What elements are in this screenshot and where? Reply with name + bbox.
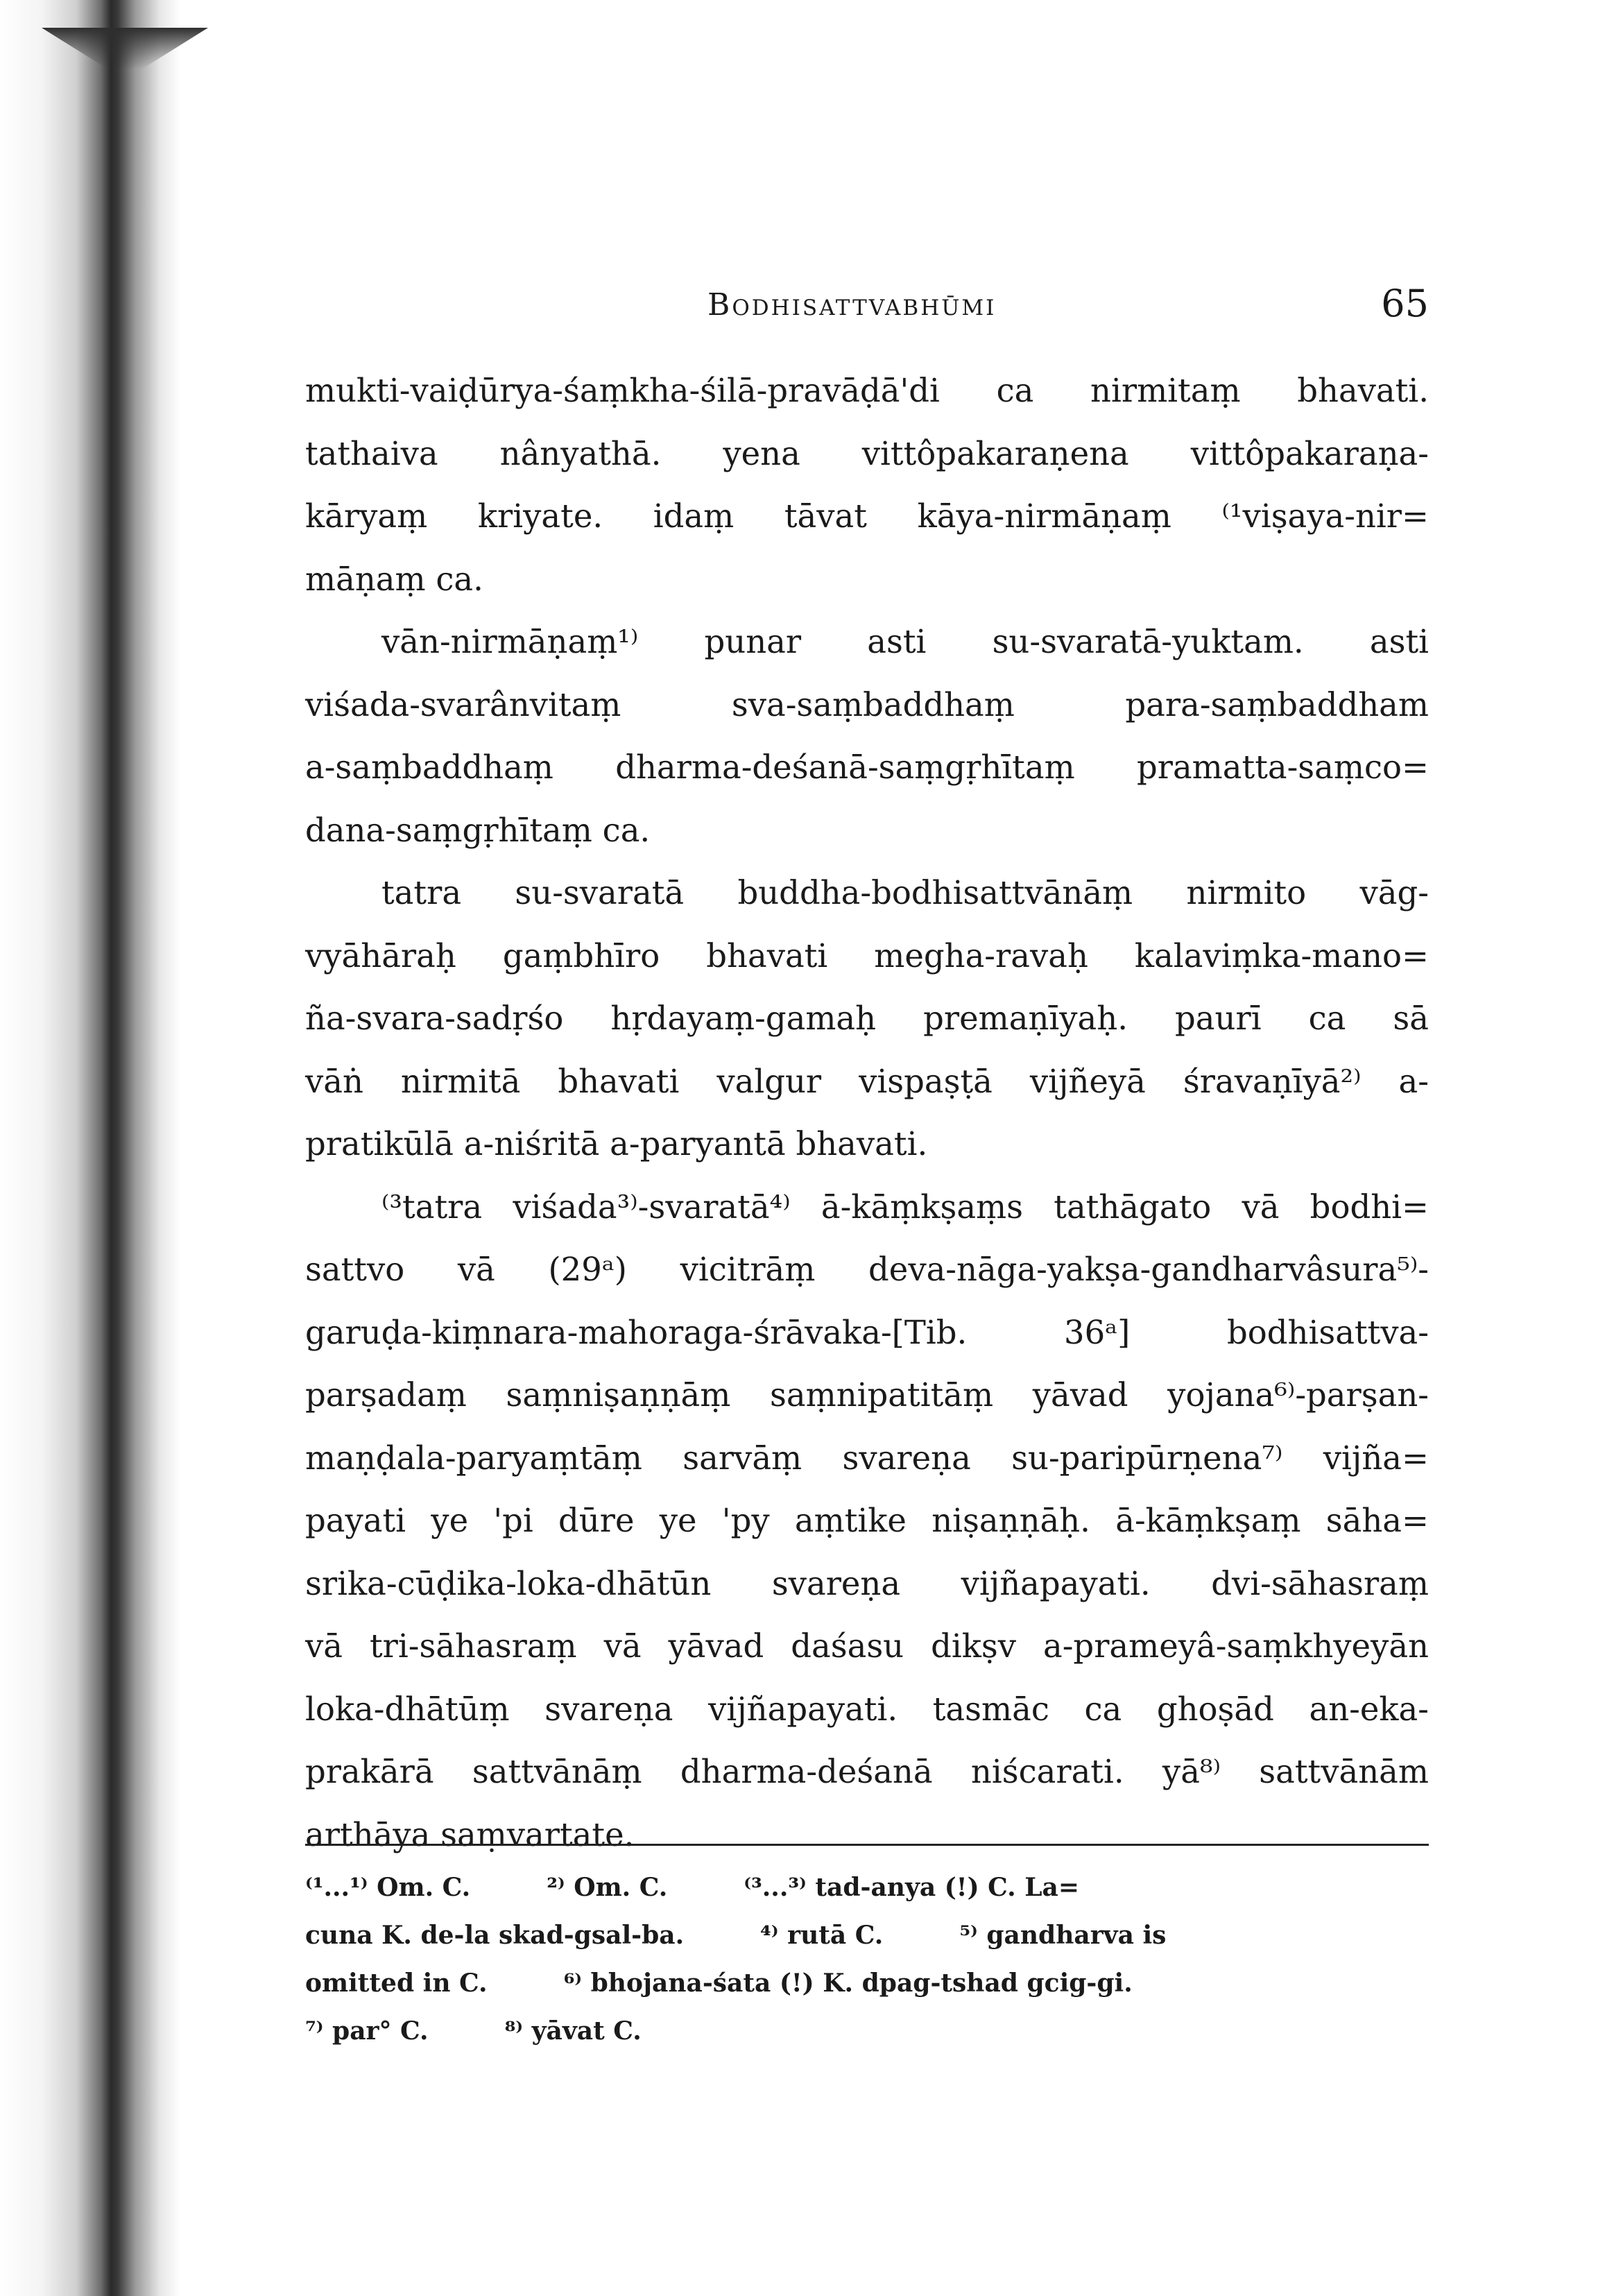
- footnote: ⁶⁾ bhojana-śata (!) K. dpag-tshad gcig-gi.: [563, 1969, 1133, 1998]
- text-line: parṣadaṃ saṃniṣaṇṇāṃ saṃnipatitāṃ yāvad yojana⁶⁾-parṣan-: [305, 1376, 1429, 1414]
- text-line: māṇaṃ ca.: [305, 560, 483, 598]
- text-line: vā tri-sāhasraṃ vā yāvad daśasu dikṣv a-prameyâ-saṃkhyeyān: [305, 1627, 1429, 1665]
- text-line: tatra su-svaratā buddha-bodhisattvānāṃ nirmito vāg-: [381, 874, 1429, 911]
- text-line: maṇḍala-paryaṃtāṃ sarvāṃ svareṇa su-paripūrṇena⁷⁾ vijña=: [305, 1439, 1429, 1477]
- body-text: [305, 359, 1429, 1866]
- text-line: srika-cūḍika-loka-dhātūn svareṇa vijñapayati. dvi-sāhasraṃ: [305, 1564, 1429, 1602]
- text-line: mukti-vaiḍūrya-śaṃkha-śilā-pravāḍā'di ca nirmitaṃ bhavati.: [305, 372, 1429, 409]
- text-line: a-saṃbaddhaṃ dharma-deśanā-saṃgṛhītaṃ pramatta-saṃco=: [305, 748, 1429, 786]
- text-line: garuḍa-kiṃnara-mahoraga-śrāvaka-[Tib. 36ᵃ] bodhisattva-: [305, 1313, 1429, 1351]
- text-line: ⁽³tatra viśada³⁾-svaratā⁴⁾ ā-kāṃkṣaṃs tathāgato vā bodhi=: [381, 1188, 1429, 1226]
- footnotes: [305, 1844, 1429, 2055]
- page-header: [305, 277, 1429, 333]
- footnote: ⁽¹...¹⁾ Om. C.: [305, 1873, 471, 1902]
- text-line: vān-nirmāṇaṃ¹⁾ punar asti su-svaratā-yuktam. asti: [381, 623, 1429, 660]
- text-line: vyāhāraḥ gaṃbhīro bhavati megha-ravaḥ kalaviṃka-mano=: [305, 936, 1429, 975]
- text-line: pratikūlā a-niśritā a-paryantā bhavati.: [305, 1125, 928, 1163]
- text-line: ña-svara-sadṛśo hṛdayaṃ-gamaḥ premaṇīyaḥ. paurī ca sā: [305, 1000, 1429, 1037]
- text-line: kāryaṃ kriyate. idaṃ tāvat kāya-nirmāṇaṃ ⁽¹viṣaya-nir=: [305, 497, 1429, 535]
- book-spine-shadow: [0, 0, 180, 2296]
- footnote: ⁵⁾ gandharva is: [959, 1921, 1167, 1950]
- page-number: 65: [1381, 282, 1429, 325]
- footnote: ⁸⁾ yāvat C.: [504, 2016, 642, 2046]
- text-line: sattvo vā (29ᵃ) vicitrāṃ deva-nāga-yakṣa-gandharvâsura⁵⁾-: [305, 1251, 1429, 1288]
- footnote: ²⁾ Om. C.: [547, 1873, 668, 1902]
- text-line: viśada-svarânvitaṃ sva-saṃbaddhaṃ para-saṃbaddham: [305, 685, 1429, 723]
- text-line: vāṅ nirmitā bhavati valgur vispaṣṭā vijñeyā śravaṇīyā²⁾ a-: [305, 1062, 1429, 1100]
- footnote: omitted in C.: [305, 1969, 488, 1998]
- footnote-row: [305, 1864, 1429, 1912]
- text-line: payati ye 'pi dūre ye 'py aṃtike niṣaṇṇāḥ. ā-kāṃkṣaṃ sāha=: [305, 1502, 1429, 1539]
- text-line: tathaiva nânyathā. yena vittôpakaraṇena vittôpakaraṇa-: [305, 434, 1429, 472]
- text-line: arthāya saṃvartate.: [305, 1815, 635, 1853]
- footnote: ⁽³...³⁾ tad-anya (!) C. La=: [744, 1873, 1080, 1902]
- footnote-row: [305, 2007, 1429, 2055]
- running-title: Bodhisattvabhūmi: [707, 287, 997, 323]
- text-line: prakārā sattvānāṃ dharma-deśanā niścarati. yā⁸⁾ sattvānām: [305, 1753, 1429, 1790]
- text-line: loka-dhātūṃ svareṇa vijñapayati. tasmāc ca ghoṣād an-eka-: [305, 1690, 1429, 1728]
- footnote-row: [305, 1960, 1429, 2007]
- footnote-row: [305, 1912, 1429, 1960]
- footnote: ⁷⁾ par° C.: [305, 2016, 429, 2046]
- footnote: ⁴⁾ rutā C.: [760, 1921, 884, 1950]
- book-page: [305, 277, 1429, 2046]
- footnote: cuna K. de-la skad-gsal-ba.: [305, 1921, 685, 1950]
- text-line: dana-saṃgṛhītaṃ ca.: [305, 811, 651, 849]
